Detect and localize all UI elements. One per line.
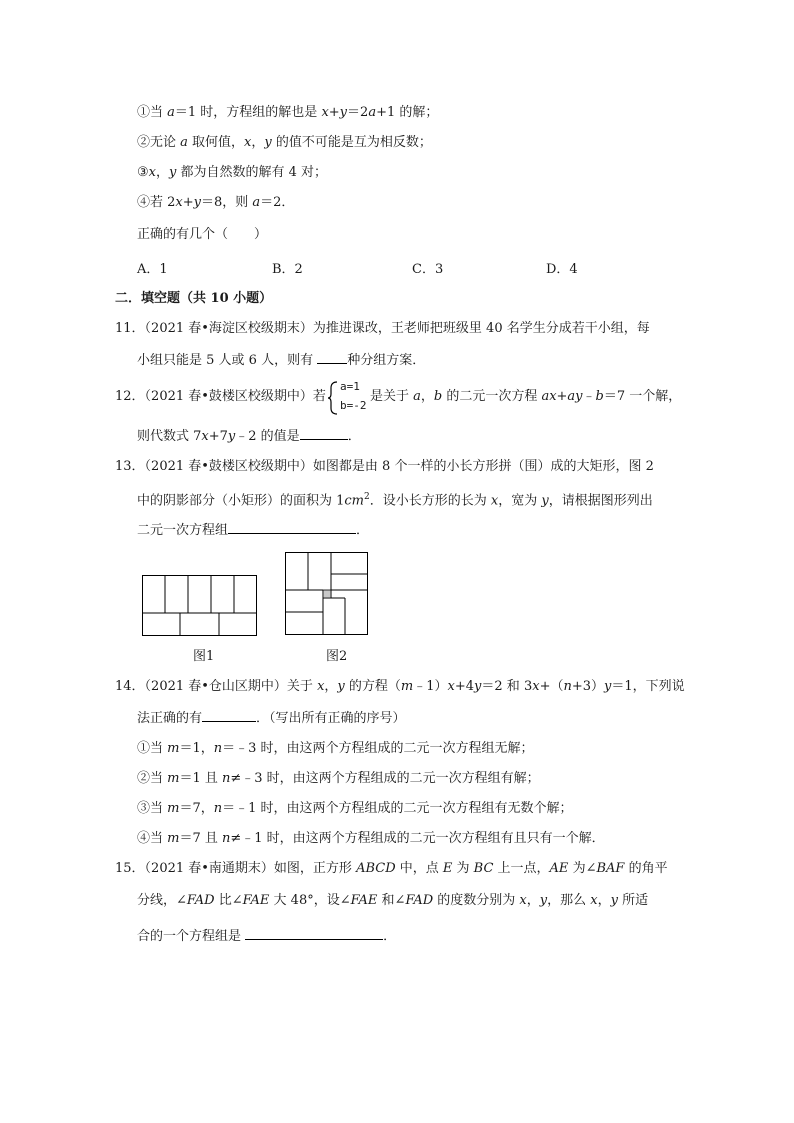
q10-item-1: ①当 a＝1 时，方程组的解也是 x+y＝2a+1 的解；	[137, 105, 439, 120]
q12-line-1: 12．（2021 春•鼓楼区校级期中）若 是关于 a，b 的二元一次方程 ax+ay﹣b＝7 一个解，	[115, 389, 682, 404]
q10-prompt: 正确的有几个（ ）	[137, 227, 268, 242]
q14-line-1: 14．（2021 春•仓山区期中）关于 x，y 的方程（m﹣1）x+4y＝2 和 3x+（n+3）y＝1，下列说	[115, 679, 685, 694]
q12-line-2: 则代数式 7x+7y﹣2 的值是 ．	[137, 426, 361, 446]
q10-option-b: B．2	[272, 262, 303, 277]
q14-item-3: ③当 m＝7，n＝﹣1 时，由这两个方程组成的二元一次方程组有无数个解；	[137, 801, 573, 816]
q14-item-4: ④当 m＝7 且 n≠﹣1 时，由这两个方程组成的二元一次方程组有且只有一个解．	[137, 831, 605, 846]
answer-blank[interactable]	[317, 350, 347, 364]
q15-line-2: 分线，∠FAD 比∠FAE 大 48°，设∠FAE 和∠FAD 的度数分别为 x，y，那么 x，y 所适	[137, 893, 649, 908]
q13-line-3: 二元一次方程组 ．	[137, 520, 369, 540]
system-eq-1: a=1	[340, 380, 360, 393]
shaded-square	[323, 590, 331, 598]
q10-option-a: A．1	[137, 262, 168, 277]
q15-line-3: 合的一个方程组是 ．	[137, 926, 396, 946]
q13-line-2: 中的阴影部分（小矩形）的面积为 $1cm^2$．设小长方形的长为 x，宽为 y，请根据图形列出	[137, 492, 653, 509]
q10-option-d: D．4	[546, 262, 578, 277]
q10-item-4: ④若 2x+y＝8，则 a＝2．	[137, 195, 295, 210]
q14-item-1: ①当 m＝1，n＝﹣3 时，由这两个方程组成的二元一次方程组无解；	[137, 741, 534, 756]
figure-1-caption: 图1	[193, 649, 215, 664]
figure-2	[285, 552, 369, 636]
q11-line-2: 小组只能是 5 人或 6 人，则有 种分组方案．	[137, 350, 425, 370]
figure-1	[142, 575, 258, 637]
system-eq-2: b=-2	[340, 399, 367, 412]
q14-line-2: 法正确的有 ．（写出所有正确的序号）	[137, 708, 406, 728]
q10-item-2: ②无论 a 取何值，x，y 的值不可能是互为相反数；	[137, 135, 432, 150]
q14-item-2: ②当 m＝1 且 n≠﹣3 时，由这两个方程组成的二元一次方程组有解；	[137, 771, 540, 786]
q13-line-1: 13．（2021 春•鼓楼区校级期中）如图都是由 8 个一样的小长方形拼（围）成的大矩形，图 2	[115, 459, 654, 474]
system-brace	[327, 380, 339, 416]
q11-line-1: 11．（2021 春•海淀区校级期末）为推进课改，王老师把班级里 40 名学生分成若干小组，每	[115, 321, 650, 336]
q10-option-c: C．3	[412, 262, 444, 277]
q15-line-1: 15．（2021 春•南通期末）如图，正方形 ABCD 中，点 E 为 BC 上一点，AE 为∠BAF 的角平	[115, 861, 668, 876]
answer-blank[interactable]	[300, 426, 348, 440]
q10-item-3: ③x，y 都为自然数的解有 4 对；	[137, 165, 328, 180]
figure-2-caption: 图2	[326, 649, 348, 664]
answer-blank[interactable]	[245, 926, 383, 940]
answer-blank[interactable]	[202, 708, 256, 722]
section-title: 二．填空题（共 10 小题）	[115, 291, 273, 306]
answer-blank[interactable]	[228, 520, 356, 534]
